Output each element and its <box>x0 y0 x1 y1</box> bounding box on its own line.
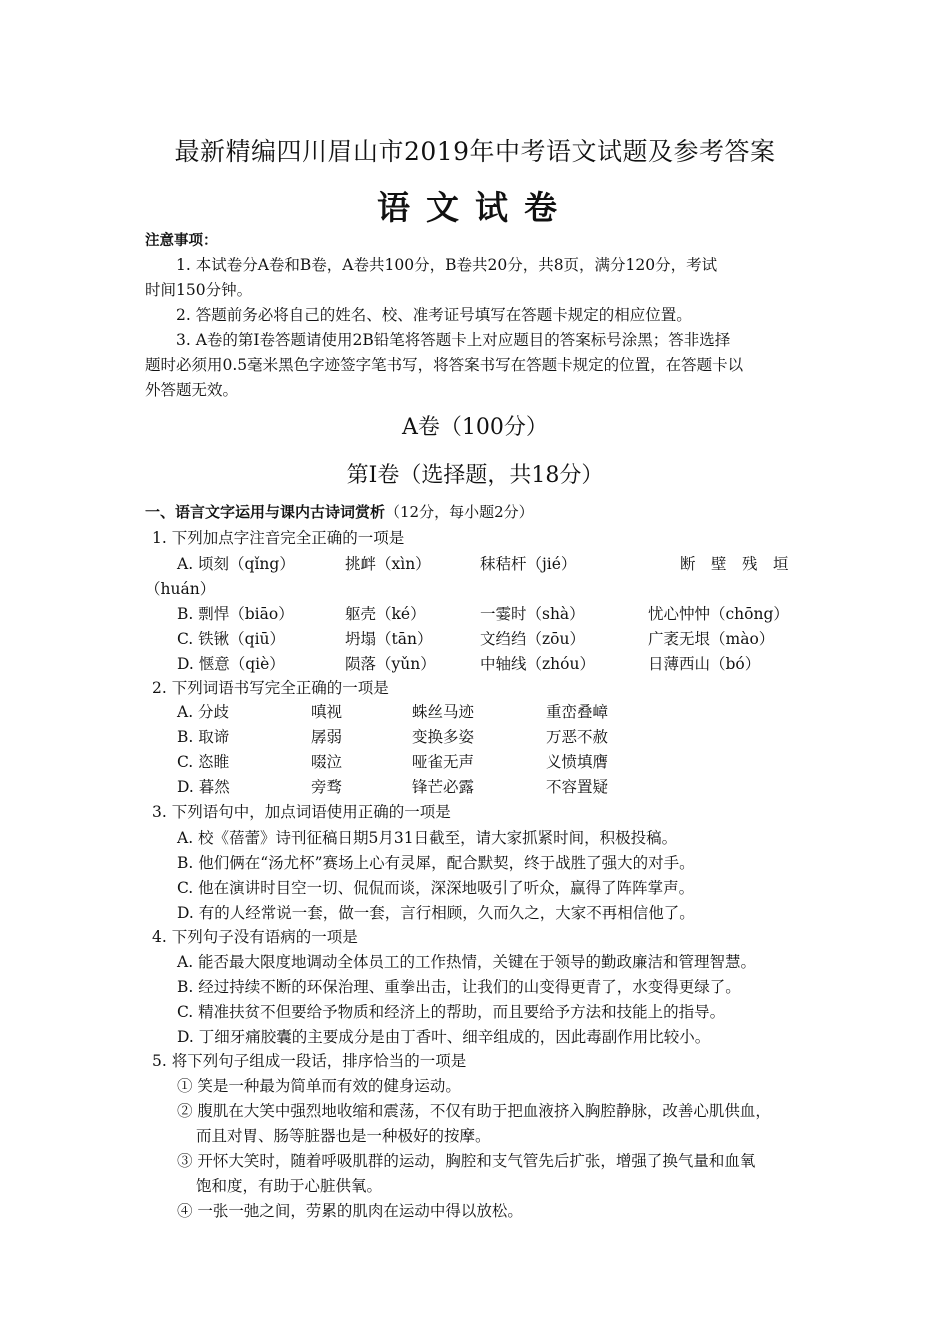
document-subtitle: 语文试卷 <box>377 188 573 227</box>
notice-heading: 注意事项： <box>145 233 218 249</box>
q2-option-c-2: 啜泣 <box>311 753 343 771</box>
q1-option-a-1: A. 顷刻（qǐng） <box>177 555 295 573</box>
q2-option-a-3: 蛛丝马迹 <box>412 703 475 721</box>
q3-option-d: D. 有的人经常说一套，做一套，言行相顾，久而久之，大家不再相信他了。 <box>177 904 695 922</box>
section1-heading-note: （12分，每小题2分） <box>385 503 534 521</box>
q2-option-d-1: D. 暮然 <box>177 778 230 796</box>
q5-sentence-4: ④ 一张一弛之间，劳累的肌肉在运动中得以放松。 <box>177 1202 523 1220</box>
q3-option-a: A. 校《蓓蕾》诗刊征稿日期5月31日截至，请大家抓紧时间，积极投稿。 <box>177 829 678 847</box>
q1-option-b-4: 忧心忡忡（chōng） <box>648 605 789 623</box>
q4-option-d: D. 丁细牙痛胶囊的主要成分是由丁香叶、细辛组成的，因此毒副作用比较小。 <box>177 1028 711 1046</box>
q1-stem: 1. 下列加点字注音完全正确的一项是 <box>152 529 405 547</box>
q4-option-c: C. 精准扶贫不但要给予物质和经济上的帮助，而且要给予方法和技能上的指导。 <box>177 1003 726 1021</box>
q1-option-b-3: 一霎时（shà） <box>480 605 585 623</box>
notice-line-3-cont-2: 外答题无效。 <box>145 381 239 399</box>
q1-option-d-2: 陨落（yǔn） <box>345 655 436 673</box>
q2-option-a-1: A. 分歧 <box>177 703 230 721</box>
section-a-heading: A卷（100分） <box>402 415 548 440</box>
q3-option-b: B. 他们俩在“汤尤杯”赛场上心有灵犀，配合默契，终于战胜了强大的对手。 <box>177 854 695 872</box>
q3-stem: 3. 下列语句中，加点词语使用正确的一项是 <box>152 803 451 821</box>
q5-sentence-3-cont: 饱和度，有助于心脏供氧。 <box>196 1177 383 1195</box>
q4-option-a: A. 能否最大限度地调动全体员工的工作热情，关键在于领导的勤政廉洁和管理智慧。 <box>177 953 757 971</box>
q2-option-a-2: 嗔视 <box>311 703 343 721</box>
q5-stem: 5. 将下列句子组成一段话，排序恰当的一项是 <box>152 1052 467 1070</box>
q2-option-d-4: 不容置疑 <box>546 778 609 796</box>
q1-option-a-4: 断 壁 残 垣 <box>680 555 789 573</box>
part-one-heading: 第I卷（选择题，共18分） <box>346 463 604 488</box>
notice-line-1-cont: 时间150分钟。 <box>145 281 253 299</box>
q5-sentence-3: ③ 开怀大笑时，随着呼吸肌群的运动，胸腔和支气管先后扩张，增强了换气量和血氧 <box>177 1152 756 1170</box>
q1-option-d-4: 日薄西山（bó） <box>648 655 761 673</box>
q3-option-c: C. 他在演讲时目空一切、侃侃而谈，深深地吸引了听众，赢得了阵阵掌声。 <box>177 879 695 897</box>
q2-option-d-2: 旁骛 <box>311 778 343 796</box>
q1-option-c-4: 广袤无垠（mào） <box>648 630 775 648</box>
q2-option-d-3: 锋芒必露 <box>412 778 475 796</box>
q2-option-a-4: 重峦叠嶂 <box>546 703 609 721</box>
q1-option-c-3: 文绉绉（zōu） <box>480 630 585 648</box>
document-title: 最新精编四川眉山市2019年中考语文试题及参考答案 <box>174 137 776 166</box>
q2-option-c-3: 哑雀无声 <box>412 753 475 771</box>
q2-option-b-3: 变换多姿 <box>412 728 475 746</box>
q1-option-d-3: 中轴线（zhóu） <box>480 655 595 673</box>
q1-option-c-2: 坍塌（tān） <box>345 630 433 648</box>
q5-sentence-2-cont: 而且对胃、肠等脏器也是一种极好的按摩。 <box>196 1127 491 1145</box>
q2-option-c-1: C. 恣睢 <box>177 753 230 771</box>
q2-stem: 2. 下列词语书写完全正确的一项是 <box>152 679 389 697</box>
q1-option-a-3: 秣秸杆（jié） <box>480 555 577 573</box>
q2-option-b-2: 孱弱 <box>311 728 343 746</box>
notice-line-2: 2. 答题前务必将自己的姓名、校、准考证号填写在答题卡规定的相应位置。 <box>176 306 692 324</box>
notice-line-3-cont-1: 题时必须用0.5毫米黑色字迹签字笔书写，将答案书写在答题卡规定的位置，在答题卡以 <box>145 356 744 374</box>
q2-option-b-1: B. 取谛 <box>177 728 230 746</box>
q1-option-a-2: 挑衅（xìn） <box>345 555 431 573</box>
q1-option-d-1: D. 惬意（qiè） <box>177 655 285 673</box>
section1-heading-bold: 一、语言文字运用与课内古诗词赏析 <box>145 503 386 521</box>
q5-sentence-1: ① 笑是一种最为简单而有效的健身运动。 <box>177 1077 461 1095</box>
notice-line-3: 3. A卷的第Ⅰ卷答题请使用2B铅笔将答题卡上对应题目的答案标号涂黑；答非选择 <box>176 331 731 349</box>
q1-option-b-2: 躯壳（ké） <box>345 605 426 623</box>
section1-heading <box>145 501 534 522</box>
notice-line-1: 1. 本试卷分A卷和B卷，A卷共100分，B卷共20分，共8页，满分120分，考试 <box>176 256 718 274</box>
q5-sentence-2: ② 腹肌在大笑中强烈地收缩和震荡，不仅有助于把血液挤入胸腔静脉，改善心肌供血， <box>177 1102 771 1120</box>
q1-option-c-1: C. 铁锹（qiū） <box>177 630 286 648</box>
q1-option-b-1: B. 剽悍（biāo） <box>177 605 294 623</box>
q4-stem: 4. 下列句子没有语病的一项是 <box>152 928 358 946</box>
q1-option-a-wrap: （huán） <box>145 580 216 598</box>
q2-option-c-4: 义愤填膺 <box>546 753 609 771</box>
q4-option-b: B. 经过持续不断的环保治理、重拳出击，让我们的山变得更青了，水变得更绿了。 <box>177 978 741 996</box>
q2-option-b-4: 万恶不赦 <box>546 728 609 746</box>
